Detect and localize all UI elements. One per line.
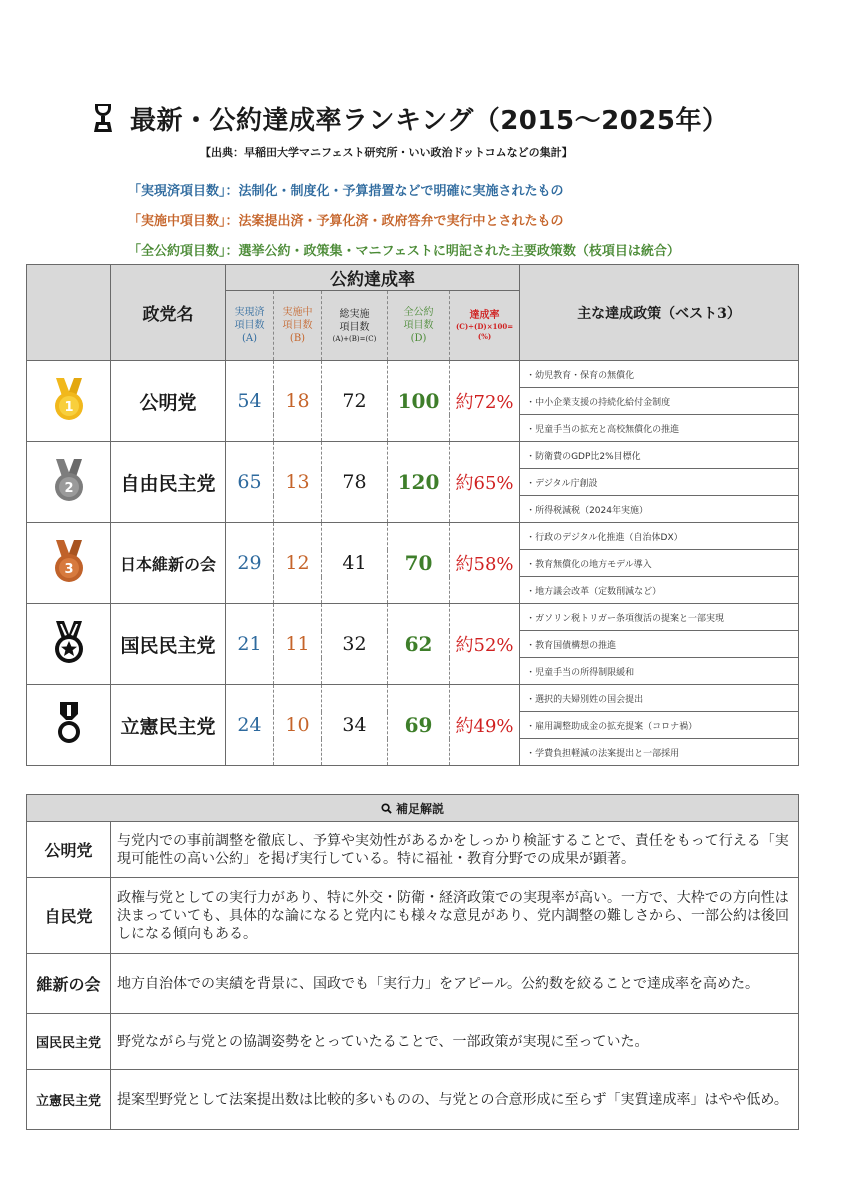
value-c: 41 <box>322 523 388 604</box>
value-a: 29 <box>226 523 274 604</box>
col-b-header: 実施中 項目数 (B) <box>274 291 322 361</box>
bronze-medal-icon <box>48 538 90 584</box>
definition-in-progress: 「実施中項目数」：法案提出済・予算化済・政府答弁で実行中とされたもの <box>128 214 564 229</box>
policy-item: ・学費負担軽減の法案提出と一部採用 <box>520 739 799 766</box>
rate-header: 公約達成率 <box>226 265 520 291</box>
note-party: 国民民主党 <box>27 1014 111 1070</box>
policy-item: ・デジタル庁創設 <box>520 469 799 496</box>
value-c: 72 <box>322 361 388 442</box>
note-text: 野党ながら与党との協調姿勢をとっていたることで、一部政策が実現に至っていた。 <box>111 1014 799 1070</box>
value-b: 12 <box>274 523 322 604</box>
policy-item: ・所得税減税（2024年実施） <box>520 496 799 523</box>
policy-item: ・雇用調整助成金の拡充提案（コロナ禍） <box>520 712 799 739</box>
note-row <box>27 954 799 1014</box>
value-a: 24 <box>226 685 274 766</box>
party-name: 日本維新の会 <box>111 523 226 604</box>
value-rate: 約58% <box>450 523 520 604</box>
page-title <box>86 98 766 138</box>
party-name: 自由民主党 <box>111 442 226 523</box>
value-d: 100 <box>388 361 450 442</box>
value-b: 11 <box>274 604 322 685</box>
value-d: 70 <box>388 523 450 604</box>
source-note: 【出典：早稲田大学マニフェスト研究所・いい政治ドットコムなどの集計】 <box>200 146 573 159</box>
value-a: 65 <box>226 442 274 523</box>
notes-header-label: 補足解説 <box>396 801 445 816</box>
policy-item: ・教育国債構想の推進 <box>520 631 799 658</box>
policy-item: ・行政のデジタル化推進（自治体DX） <box>520 523 799 550</box>
policy-header: 主な達成政策（ベスト3） <box>520 265 799 361</box>
value-rate: 約49% <box>450 685 520 766</box>
party-header: 政党名 <box>111 265 226 361</box>
policy-item: ・中小企業支援の持続化給付金制度 <box>520 388 799 415</box>
note-party: 立憲民主党 <box>27 1070 111 1130</box>
notes-table <box>26 794 799 1130</box>
ribbon-medal-icon <box>48 700 90 746</box>
party-name: 立憲民主党 <box>111 685 226 766</box>
policy-item: ・ガソリン税トリガー条項復活の提案と一部実現 <box>520 604 799 631</box>
search-icon <box>381 803 392 814</box>
svg-text:1: 1 <box>63 400 74 415</box>
value-c: 34 <box>322 685 388 766</box>
note-text: 地方自治体での実績を背景に、国政でも「実行力」をアピール。公約数を絞ることで達成率を高めた。 <box>111 954 799 1014</box>
value-rate: 約52% <box>450 604 520 685</box>
medal-cell <box>27 604 111 685</box>
trophy-icon <box>86 101 120 135</box>
definition-total: 「全公約項目数」：選挙公約・政策集・マニフェストに明記された主要政策数（枝項目は統合） <box>128 244 680 259</box>
policy-item: ・児童手当の拡充と高校無償化の推進 <box>520 415 799 442</box>
col-d-header: 全公約 項目数 (D) <box>388 291 450 361</box>
col-a-header: 実現済 項目数 (A) <box>226 291 274 361</box>
header-blank <box>27 265 111 361</box>
value-c: 32 <box>322 604 388 685</box>
svg-text:3: 3 <box>63 562 74 577</box>
table-row <box>27 604 799 631</box>
note-party: 維新の会 <box>27 954 111 1014</box>
policy-item: ・児童手当の所得制限緩和 <box>520 658 799 685</box>
note-row <box>27 1014 799 1070</box>
col-c-header: 総実施 項目数 (A)+(B)=(C) <box>322 291 388 361</box>
silver-medal-icon <box>48 457 90 503</box>
value-a: 21 <box>226 604 274 685</box>
notes-header <box>27 795 799 822</box>
table-row <box>27 361 799 388</box>
policy-item: ・教育無償化の地方モデル導入 <box>520 550 799 577</box>
value-d: 62 <box>388 604 450 685</box>
value-a: 54 <box>226 361 274 442</box>
note-text: 政権与党としての実行力があり、特に外交・防衛・経済政策での実現率が高い。一方で、大枠での方向性は決まっていても、具体的な論になると党内にも様々な意見があり、党内調整の難しさから、一部公約は後回しになる傾向もある。 <box>111 878 799 954</box>
value-b: 13 <box>274 442 322 523</box>
policy-item: ・地方議会改革（定数削減など） <box>520 577 799 604</box>
policy-item: ・防衛費のGDP比2%目標化 <box>520 442 799 469</box>
gold-medal-icon <box>48 376 90 422</box>
value-d: 120 <box>388 442 450 523</box>
table-row <box>27 685 799 712</box>
note-text: 与党内での事前調整を徹底し、予算や実効性があるかをしっかり検証することで、責任をもって行える「実現可能性の高い公約」を掲げ実行している。特に福祉・教育分野での成果が顕著。 <box>111 822 799 878</box>
party-name: 公明党 <box>111 361 226 442</box>
value-d: 69 <box>388 685 450 766</box>
medal-cell <box>27 361 111 442</box>
table-row <box>27 442 799 469</box>
medal-cell <box>27 442 111 523</box>
value-rate: 約72% <box>450 361 520 442</box>
note-text: 提案型野党として法案提出数は比較的多いものの、与党との合意形成に至らず「実質達成率」はやや低め。 <box>111 1070 799 1130</box>
value-rate: 約65% <box>450 442 520 523</box>
ranking-table <box>26 264 799 766</box>
note-row <box>27 1070 799 1130</box>
party-name: 国民民主党 <box>111 604 226 685</box>
medal-cell <box>27 523 111 604</box>
svg-text:2: 2 <box>63 481 74 496</box>
note-row <box>27 822 799 878</box>
note-row <box>27 878 799 954</box>
policy-item: ・選択的夫婦別姓の国会提出 <box>520 685 799 712</box>
medal-cell <box>27 685 111 766</box>
table-row <box>27 523 799 550</box>
definition-implemented: 「実現済項目数」：法制化・制度化・予算措置などで明確に実施されたもの <box>128 184 564 199</box>
star-medal-icon <box>48 619 90 665</box>
note-party: 公明党 <box>27 822 111 878</box>
note-party: 自民党 <box>27 878 111 954</box>
value-c: 78 <box>322 442 388 523</box>
value-b: 18 <box>274 361 322 442</box>
value-b: 10 <box>274 685 322 766</box>
col-rate-header: 達成率 (C)÷(D)×100= (%) <box>450 291 520 361</box>
title-text: 最新・公約達成率ランキング（2015〜2025年） <box>130 105 729 136</box>
policy-item: ・幼児教育・保育の無償化 <box>520 361 799 388</box>
